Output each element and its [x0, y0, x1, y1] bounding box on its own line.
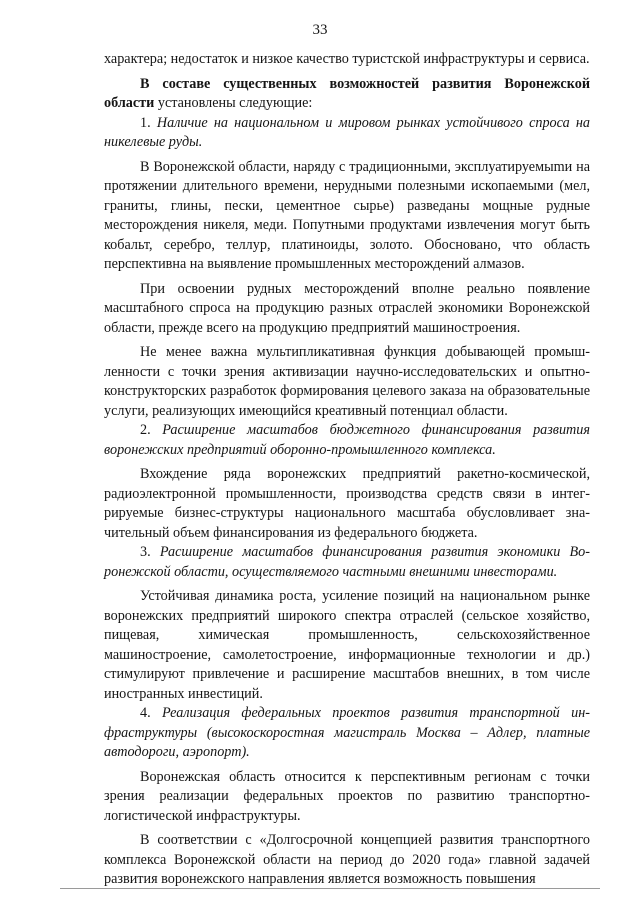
paragraph-opportunities-intro — [104, 75, 590, 114]
paragraph-continuation: характера; недостаток и низкое качество туристской инфраструктуры и сервиса. — [104, 51, 590, 67]
item-2-heading — [104, 421, 590, 460]
item-number: 4. — [140, 705, 163, 721]
item-4-heading — [104, 704, 590, 763]
bottom-divider — [60, 888, 600, 889]
item-3-heading — [104, 543, 590, 582]
item-1-heading — [104, 114, 590, 153]
page-number: 33 — [312, 22, 328, 38]
document-body — [104, 50, 590, 890]
item-number: 1. — [140, 114, 157, 131]
paragraph-transport-concept: В соответствии с «Долгосрочной концепцией развития транспортного комплекса Воронежской области на период до 2020 года» главной задачей развития воронежского направления является возможность повышения — [104, 832, 590, 887]
paragraph-ore-development: При освоении рудных месторождений вполне реально появление масштабного спроса на продукцию разных отраслей экономики Воронежской области, прежде всего на продукцию предприятий машиностроения. — [104, 280, 590, 336]
item-title: Расширение масштабов бюджетного финансирования развития воронежских предприятий оборонно-промышленного комплекса. — [104, 422, 590, 458]
item-title: Реализация федеральных проектов развития транспортной инфраструктуры (высокоскоростная магистраль Москва – Адлер, платные автодороги, аэропорт). — [104, 705, 590, 760]
item-title: Расширение масштабов финансирования развития экономики Воронежской области, осуществляемого частными внешними инвесторами. — [104, 544, 591, 580]
item-number: 3. — [140, 544, 160, 560]
paragraph-defense-enterprises: Вхождение ряда воронежских предприятий ракетно-космической, радиоэлектронной промышленности, производства средств связи в интегрируемые бизнес-структуры национального масштаба обусловливает значительный объем финансирования из федерального бюджета. — [104, 466, 590, 541]
paragraph-nickel-deposits: В Воронежской области, наряду с традиционными, эксплуатируемыmи на протяжении длительного времени, нерудными полезными ископаемыми (мел, граниты, глины, пески, цементное сырье) разведаны мощные рудные месторождения никеля, меди. Попутными продуктами извлечения могут быть кобальт, серебро, теллур, платиноиды, золото. Обосновано, что область перспективна на выявление промышленных месторождений алмазов. — [104, 158, 590, 272]
item-number: 2. — [140, 422, 163, 438]
paragraph-growth-dynamics: Устойчивая динамика роста, усиление позиций на национальном рынке воронежских предприятий широкого спектра отраслей (сельское хозяйство, пищевая, химическая промышленность, сельскохозяйственное машиностроение, самолетостроение, информационные технологии и др.) стимулируют привлечение и расширение масштабов внешних, в том числе иностранных инвестиций. — [104, 588, 590, 702]
paragraph-multiplier-function: Не менее важна мультипликативная функция добывающей промышленности с точки зрения активизации научно-исследовательских и опытно-конструкторских разработок формирования целевого заказа на образовательные услуги, реализующих имеющийся креативный потенциал области. — [104, 344, 590, 419]
paragraph-transport-region: Воронежская область относится к перспективным регионам с точки зрения реализации федеральных проектов по развитию транспортно-логистической инфраструктуры. — [104, 768, 590, 824]
opportunities-heading: В составе существенных возможностей развития Воронежской области — [104, 75, 590, 111]
item-title: Наличие на национальном и мировом рынках устойчивого спроса на никелевые руды. — [104, 114, 591, 150]
opportunities-heading-tail: установлены следующие: — [154, 95, 313, 111]
